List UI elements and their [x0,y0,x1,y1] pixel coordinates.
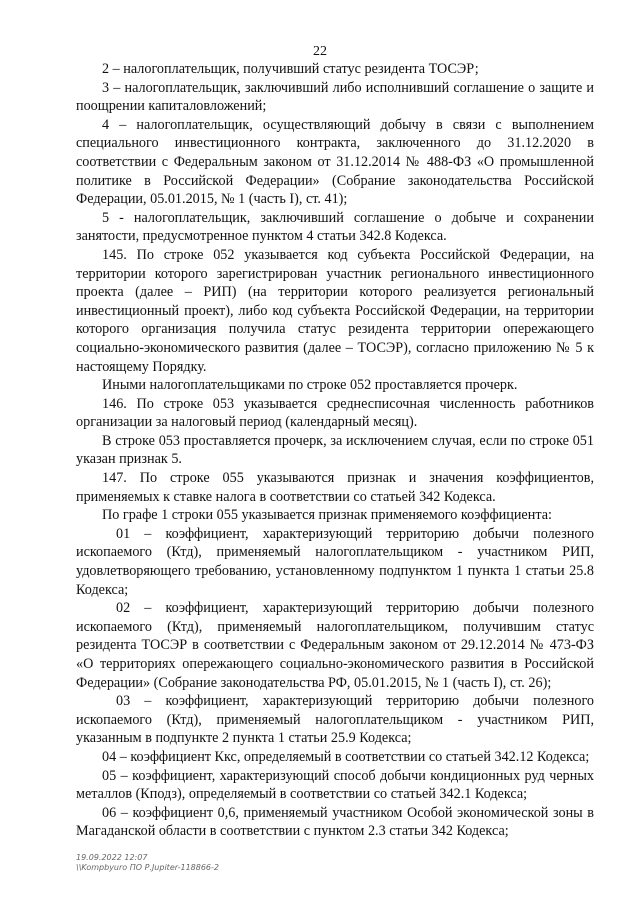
paragraph-column-1: По графе 1 строки 055 указывается признак применяемого коэффициента: [102,507,552,524]
paragraph-other-taxpayers: Иными налогоплательщиками по строке 052 проставляется прочерк. [102,377,518,394]
paragraph-coef-03: 03 – коэффициент, характеризующий территорию добычи полезного ископаемого (Ктд), применяемый налогоплательщиком - участником РИП, указанным в подпункте 2 пункта 1 статьи 25.9 Кодекса; [76,693,594,747]
paragraph-146: 146. По строке 053 указывается среднесписочная численность работников организации за налоговый период (календарный месяц). [76,395,594,431]
paragraph-coef-06: 06 – коэффициент 0,6, применяемый участником Особой экономической зоны в Магаданской области в соответствии с пунктом 2.3 статьи 342 Кодекса; [76,804,594,840]
paragraph-coef-01: 01 – коэффициент, характеризующий территорию добычи полезного ископаемого (Ктд), применяемый налогоплательщиком - участником РИП, удовлетворяющего требованию, установленному подпунктом 1 пункта 1 статьи 25.8 Кодекса; [76,525,594,598]
paragraph-coef-04: 04 – коэффициент Ккс, определяемый в соответствии со статьей 342.12 Кодекса; [102,748,590,765]
paragraph-coef-05: 05 – коэффициент, характеризующий способ добычи кондиционных руд черных металлов (Кподз), определяемый в соответствии со статьей 342.1 Кодекса; [76,767,594,803]
footer-timestamp: 19.09.2022 12:07 [76,853,148,862]
paragraph-status-4: 4 – налогоплательщик, осуществляющий добычу в связи с выполнением специального инвестиционного контракта, заключенного до 31.12.2020 в соответствии с Федеральным законом от 31.12.2014 № 488-ФЗ «О промышленной политике в Российской Федерации» (Собрание законодательства Российской Федерации, 05.01.2015, № 1 (часть I), ст. 41); [76,116,594,208]
footer-file-path: \\Kompbyuro ПО Р.Jupiter-118866-2 [76,863,219,872]
paragraph-coef-02: 02 – коэффициент, характеризующий территорию добычи полезного ископаемого (Ктд), применяемый налогоплательщиком, получившим статус резидента ТОСЭР в соответствии с Федеральным законом от 29.12.2014 № 473-ФЗ «О территориях опережающего социально-экономического развития в Российской Федерации» (Собрание законодательства РФ, 05.01.2015, № 1 (часть I), ст. 26); [76,600,594,691]
paragraph-status-5: 5 - налогоплательщик, заключивший соглашение о добыче и сохранении занятости, предусмотренное пунктом 4 статьи 342.8 Кодекса. [76,209,594,245]
paragraph-status-3: 3 – налогоплательщик, заключивший либо исполнивший соглашение о защите и поощрении капиталовложений; [76,79,594,115]
paragraph-145: 145. По строке 052 указывается код субъекта Российской Федерации, на территории которого зарегистрирован участник регионального инвестиционного проекта (далее – РИП) (на территории которого реализуется региональный инвестиционный проект), либо код субъекта Российской Федерации, на территории которого организация получила статус резидента территории опережающего социально-экономического развития (далее – ТОСЭР), согласно приложению № 5 к настоящему Порядку. [76,246,594,375]
page-number: 22 [313,44,327,59]
footer-stamp [76,853,219,873]
paragraph-147: 147. По строке 055 указываются признак и значения коэффициентов, применяемых к ставке налога в соответствии со статьей 342 Кодекса. [76,470,594,505]
paragraph-line-053: В строке 053 проставляется прочерк, за исключением случая, если по строке 051 указан признак 5. [76,432,594,468]
paragraph-status-2: 2 – налогоплательщик, получивший статус резидента ТОСЭР; [102,61,479,77]
document-body [76,60,594,841]
